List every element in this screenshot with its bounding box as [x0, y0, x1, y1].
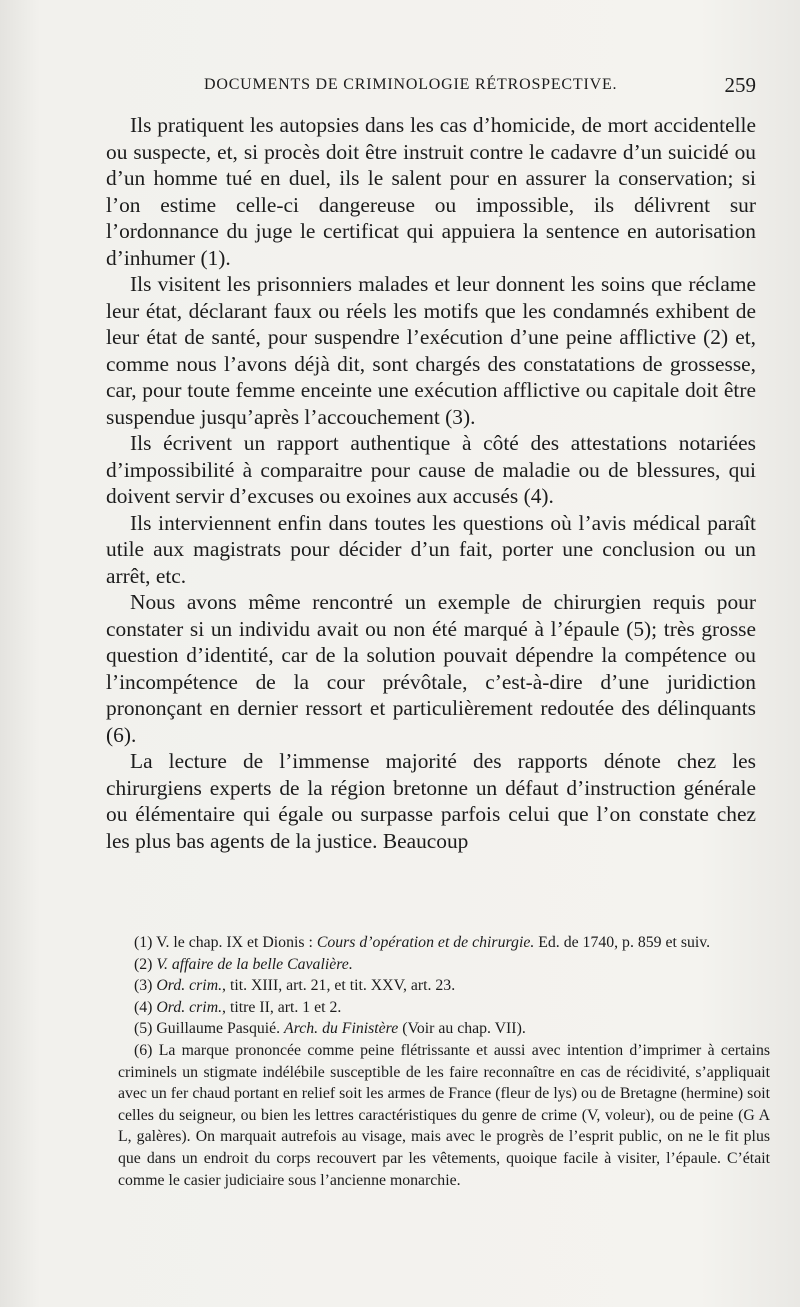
running-title: DOCUMENTS DE CRIMINOLOGIE RÉTROSPECTIVE. — [204, 76, 618, 93]
page-number: 259 — [724, 73, 756, 97]
footnote-4: (4) Ord. crim., titre II, art. 1 et 2. — [134, 998, 342, 1016]
paragraph-reports: Ils écrivent un rapport authentique à côté des attestations notariées d’impossibilité à comparaitre pour cause de maladie ou de blessures, qui doivent servir d’excuses ou exoines aux accusés (4). — [106, 431, 756, 508]
footnote-1: (1) V. le chap. IX et Dionis : Cours d’opération et de chirurgie. Ed. de 1740, p. 859 et suiv. — [134, 934, 711, 951]
paragraph-autopsies: Ils pratiquent les autopsies dans les cas d’homicide, de mort accidentelle ou suspecte, et, si procès doit être instruit contre le cadavre d’un suicidé ou d’un homme tué en duel, ils le salent pour en assurer la conservation; si l’on estime celle-ci dangereuse ou impossible, ils délivrent sur l’ordonnance du juge le certificat qui appuiera la sentence en autorisation d’inhumer (1). — [106, 113, 756, 270]
page-header — [110, 73, 756, 100]
body-text — [106, 112, 756, 854]
paragraph-branding-example: Nous avons même rencontré un exemple de chirurgien requis pour constater si un individu avait ou non été marqué à l’épaule (5); très grosse question d’identité, car de la solution pouvait dépendre la compétence ou l’incompétence de la cour prévôtale, c’est-à-dire d’une juridiction prononçant en dernier ressort et particulièrement redoutée des délinquants (6). — [106, 590, 756, 747]
footnote-3: (3) Ord. crim., tit. XIII, art. 21, et tit. XXV, art. 23. — [134, 977, 456, 995]
paragraph-instruction: La lecture de l’immense majorité des rapports dénote chez les chirurgiens experts de la région bretonne un défaut d’instruction générale ou élémentaire qui égale ou surpasse parfois celui que l’on constate chez les plus bas agents de la justice. Beaucoup — [106, 749, 756, 853]
paragraph-prisoners: Ils visitent les prisonniers malades et leur donnent les soins que réclame leur état, déclarant faux ou réels les motifs que les condamnés exhibent de leur état de santé, pour suspendre l’exécution d’une peine afflictive (2) et, comme nous l’avons déjà dit, sont chargés des constatations de grossesse, car, pour toute femme enceinte une exécution afflictive ou capitale doit être suspendue jusqu’après l’accouchement (3). — [106, 272, 756, 429]
footnote-6: (6) La marque prononcée comme peine flétrissante et aussi avec intention d’imprimer à certains criminels un stigmate indélébile susceptible de les faire reconnaître en cas de récidivité, s’appliquait avec un fer chaud portant en relief soit les armes de France (fleur de lys) ou de Bretagne (hermine) soit celles du seigneur, ou bien les lettres caractéristiques du genre de crime (V, voleur), ou de peine (G A L, galères). On marquait autrefois au visage, mais avec le progrès de l’esprit public, on ne le fit plus que dans un endroit du corps recouvert par les vêtements, quoique facile à visiter, l’épaule. C’était comme le casier judiciaire sous l’ancienne monarchie. — [118, 1041, 770, 1189]
paragraph-interventions: Ils interviennent enfin dans toutes les questions où l’avis médical paraît utile aux magistrats pour décider d’un fait, porter une conclusion ou un arrêt, etc. — [106, 510, 756, 588]
footnote-2: (2) V. affaire de la belle Cavalière. — [134, 955, 353, 973]
footnotes — [118, 932, 770, 1191]
footnote-5: (5) Guillaume Pasquié. Arch. du Finistère (Voir au chap. VII). — [134, 1020, 526, 1038]
